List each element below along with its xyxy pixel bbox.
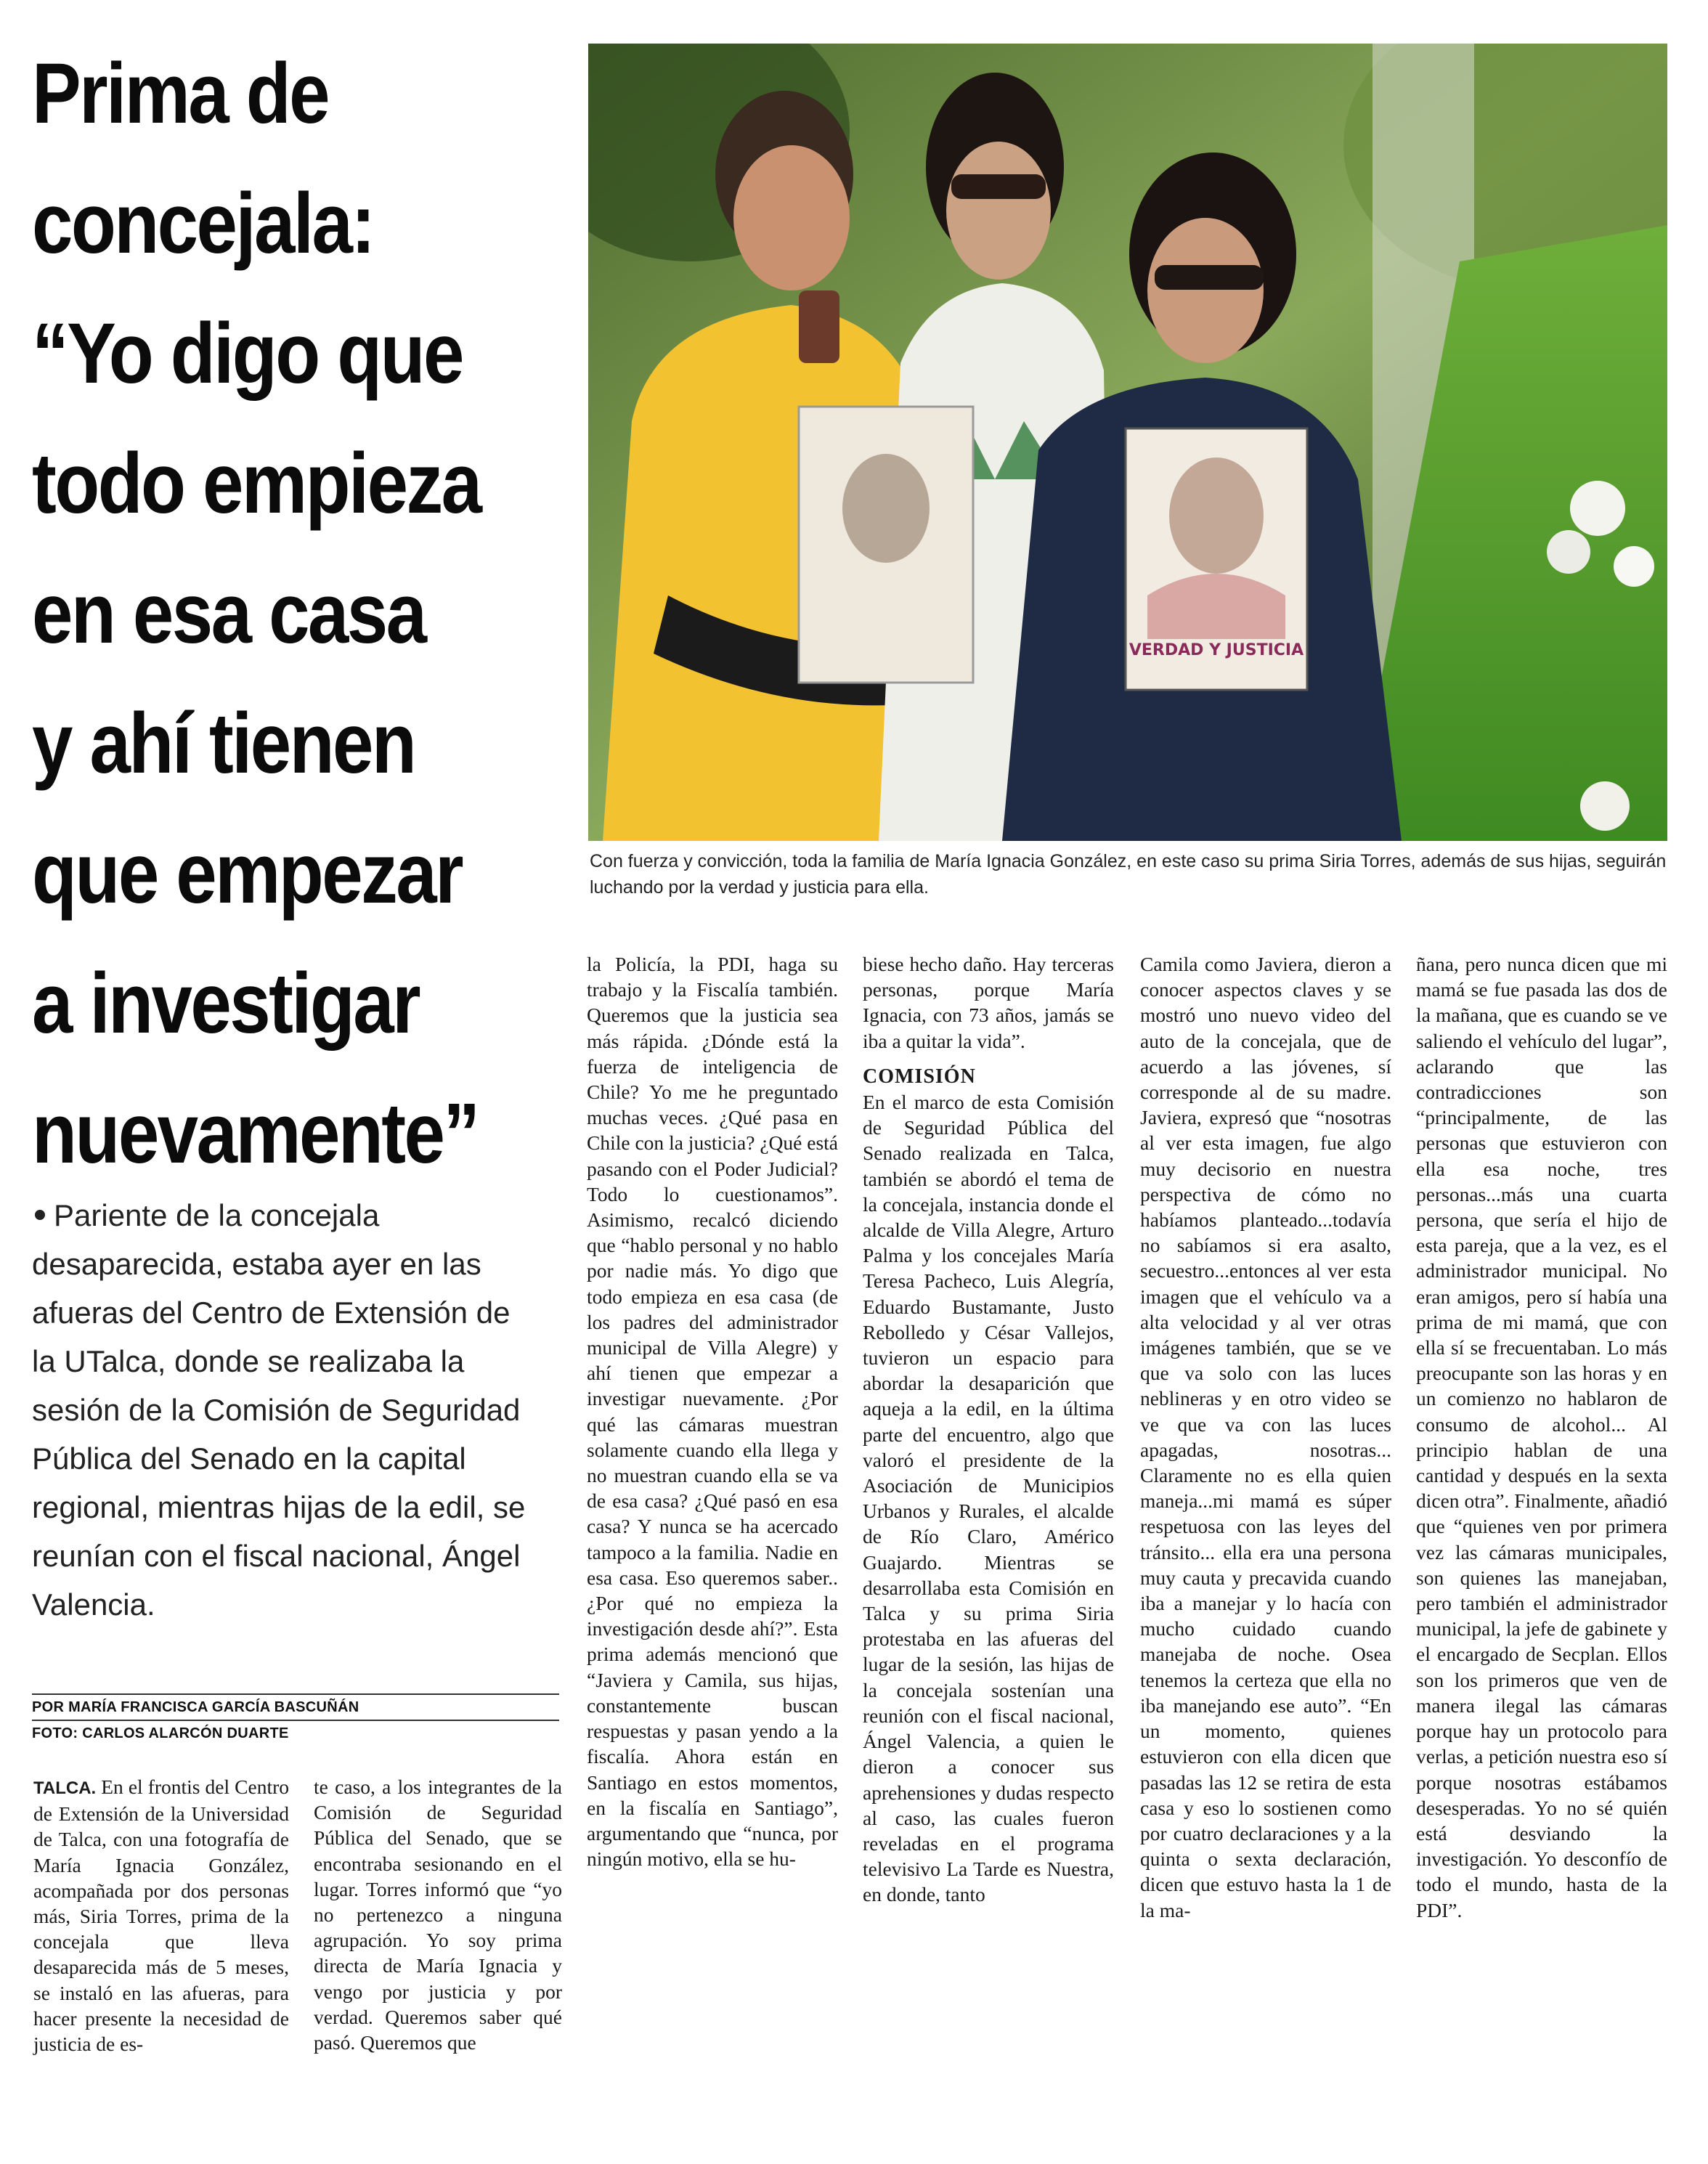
column-text: ñana, pero nunca dicen que mi mamá se fue pasada las dos de la mañana, que es cuando se ve saliendo el vehículo del lugar”, aclarando que las contradicciones son “principalmente, de las personas que estuvieron con ella esa noche, tres personas...más una cuarta persona, que sería el hijo de esta pareja, que a la vez, es el administrador municipal. No eran amigos, pero sí había una prima de mi mamá, que con ella sí se frecuentaban. Lo más preocupante son las horas y en un comienzo no hablaron de consumo de alcohol... Al principio hablan de una cantidad y después en la sexta dicen otra”. Finalmente, añadió que “quienes ven por primera vez las cámaras municipales, son quienes las manejaban, pero también el administrador municipal, la jefe de gabinete y el encargado de Secplan. Ellos son los primeros que ven de manera ilegal las cámaras porque hay un protocolo para verlas, a petición nuestra eso sí porque nosotras estábamos desesperadas. Yo no sé quién está desviando la investigación. Yo desconfío de todo el mundo, hasta de la PDI”.	[1416, 953, 1667, 1921]
column-text: En el marco de esta Comisión de Seguridad Pública del Senado realizada en Talca, también se abordó el tema de la concejala, instancia donde el alcalde de Villa Alegre, Arturo Palma y los concejales María Teresa Pacheco, Luis Alegría, Eduardo Bustamante, Justo Rebolledo y César Vallejos, tuvieron un espacio para abordar la desaparición que aqueja a la edil, en la última parte del encuentro, algo que valoró el presidente de la Asociación de Municipios Urbanos y Rurales, el alcalde de Río Claro, Américo Guajardo. Mientras se desarrollaba esta Comisión en Talca y su prima Siria protestaba en las afueras del lugar de la sesión, las hijas de la concejala sostenían una reunión con el fiscal nacional, Ángel Valencia, a quien le dieron a conocer sus aprehensiones y dudas respecto al caso, las cuales fueron reveladas en el programa televisivo La Tarde es Nuestra, en donde, tanto	[863, 1091, 1114, 1906]
section-subhead: COMISIÓN	[863, 1065, 976, 1088]
byline-block	[32, 1692, 559, 1744]
column-text: te caso, a los integrantes de la Comisión de Seguridad Pública del Senado, que se encontraba sesionando en el lugar. Torres informó que “yo no pertenezco a ninguna agrupación. Yo soy prima directa de María Ignacia y vengo por justicia y por verdad. Queremos saber qué pasó. Queremos que	[314, 1775, 562, 2054]
article-column-1	[33, 1774, 289, 2057]
headline-line: “Yo digo que	[32, 306, 463, 402]
column-text: biese hecho daño. Hay terceras personas, porque María Ignacia, con 73 años, jamás se iba a quitar la vida”.	[863, 953, 1114, 1052]
headline-line: que empezar	[32, 826, 463, 922]
deck-text: Pariente de la concejala desaparecida, estaba ayer en las afueras del Centro de Extensión de la UTalca, donde se realizaba la sesión de la Comisión de Seguridad Pública del Senado en la capital regional, mientras hijas de la edil, se reunían con el fiscal nacional, Ángel Valencia.	[32, 1198, 526, 1622]
article-column-2	[314, 1774, 562, 2055]
headline-line: concejala:	[32, 176, 374, 272]
headline-line: a investigar	[32, 956, 420, 1052]
headline-line: y ahí tienen	[32, 696, 415, 792]
headline-line: todo empieza	[32, 436, 481, 532]
author-credit: POR MARÍA FRANCISCA GARCÍA BASCUÑÁN	[32, 1699, 359, 1715]
headline-line: Prima de	[32, 46, 329, 142]
column-text: En el frontis del Centro de Extensión de la Universidad de Talca, con una fotografía de María Ignacia González, acompañada por dos personas más, Siria Torres, prima de la concejala que lleva desaparecida más de 5 meses, se instaló en las afueras, para hacer presente la necesidad de justicia de es-	[33, 1775, 289, 2056]
bullet-icon	[35, 1210, 45, 1220]
column-text: la Policía, la PDI, haga su trabajo y la Fiscalía también. Queremos que la justicia sea más rápida. ¿Dónde está la fuerza de inteligencia de Chile? Yo me he preguntado muchas veces. ¿Qué pasa en Chile con la justicia? ¿Qué está pasando con el Poder Judicial? Todo lo cuestionamos”. Asimismo, recalcó diciendo que “hablo personal y no hablo por nadie más. Yo digo que todo empieza en esa casa (de los padres del administrador municipal de Villa Alegre) y ahí tienen que empezar a investigar nuevamente. ¿Por qué las cámaras muestran solamente cuando ella llega y no muestran cuando ella se va de esa casa? ¿Qué pasó en esa casa? Y nunca se ha acercado tampoco a la familia. Nadie en esa casa. Eso queremos saber.. ¿Por qué no empieza la investigación desde ahí?”. Esta prima además mencionó que “Javiera y Camila, sus hijas, constantemente buscan respuestas y pasan yendo a la fiscalía. Ahora están en Santiago en estos momentos, en la fiscalía en Santiago”, argumentando que “nunca, por ningún motivo, ella se hu-	[587, 953, 838, 1871]
headline-line: nuevamente”	[32, 1086, 479, 1181]
headline	[32, 29, 494, 1199]
sign-text: VERDAD Y JUSTICIA	[1128, 641, 1304, 659]
divider	[32, 1720, 559, 1721]
article-column-5	[1140, 951, 1391, 1923]
deck-summary	[32, 1191, 540, 1629]
divider	[32, 1693, 559, 1695]
headline-line: en esa casa	[32, 566, 426, 662]
column-text: Camila como Javiera, dieron a conocer aspectos claves y se mostró uno nuevo video del auto de la concejala, que de acuerdo a las jóvenes, sí corresponde al de su madre. Javiera, expresó que “nosotras al ver esta imagen, fue algo muy decisorio en nuestra perspectiva de cómo no habíamos planteado...todavía no sabíamos si era asalto, secuestro...entonces al ver esta imagen que el vehículo va a alta velocidad y al ver otras imágenes también, que se ve que va solo con las luces neblineras y en otro video se ve que va con las luces apagadas, nosotras... Claramente no es ella quien maneja...mi mamá es súper respetuosa con las leyes del tránsito... ella era una persona muy cauta y precavida cuando iba a manejar y lo hacía con mucho cuidado cuando manejaba de noche. Osea tenemos la certeza que ella no iba manejando ese auto”. “En un momento, quienes estuvieron con ella dicen que pasadas las 12 se retira de esta casa y eso lo sostienen como por cuatro declaraciones y a la quinta o sexta declaración, dicen que estuvo hasta la 1 de la ma-	[1140, 953, 1391, 1921]
news-photo-illustration	[588, 44, 1667, 841]
dateline: TALCA.	[33, 1778, 97, 1798]
news-photo	[588, 44, 1667, 841]
article-column-6	[1416, 951, 1667, 1923]
article-column-4	[863, 951, 1114, 1908]
article-column-3	[587, 951, 838, 1871]
photo-caption: Con fuerza y convicción, toda la familia de María Ignacia González, en este caso su prima Siria Torres, además de sus hijas, seguirán luchando por la verdad y justicia para ella.	[590, 851, 1667, 898]
photo-credit: FOTO: CARLOS ALARCÓN DUARTE	[32, 1725, 289, 1741]
